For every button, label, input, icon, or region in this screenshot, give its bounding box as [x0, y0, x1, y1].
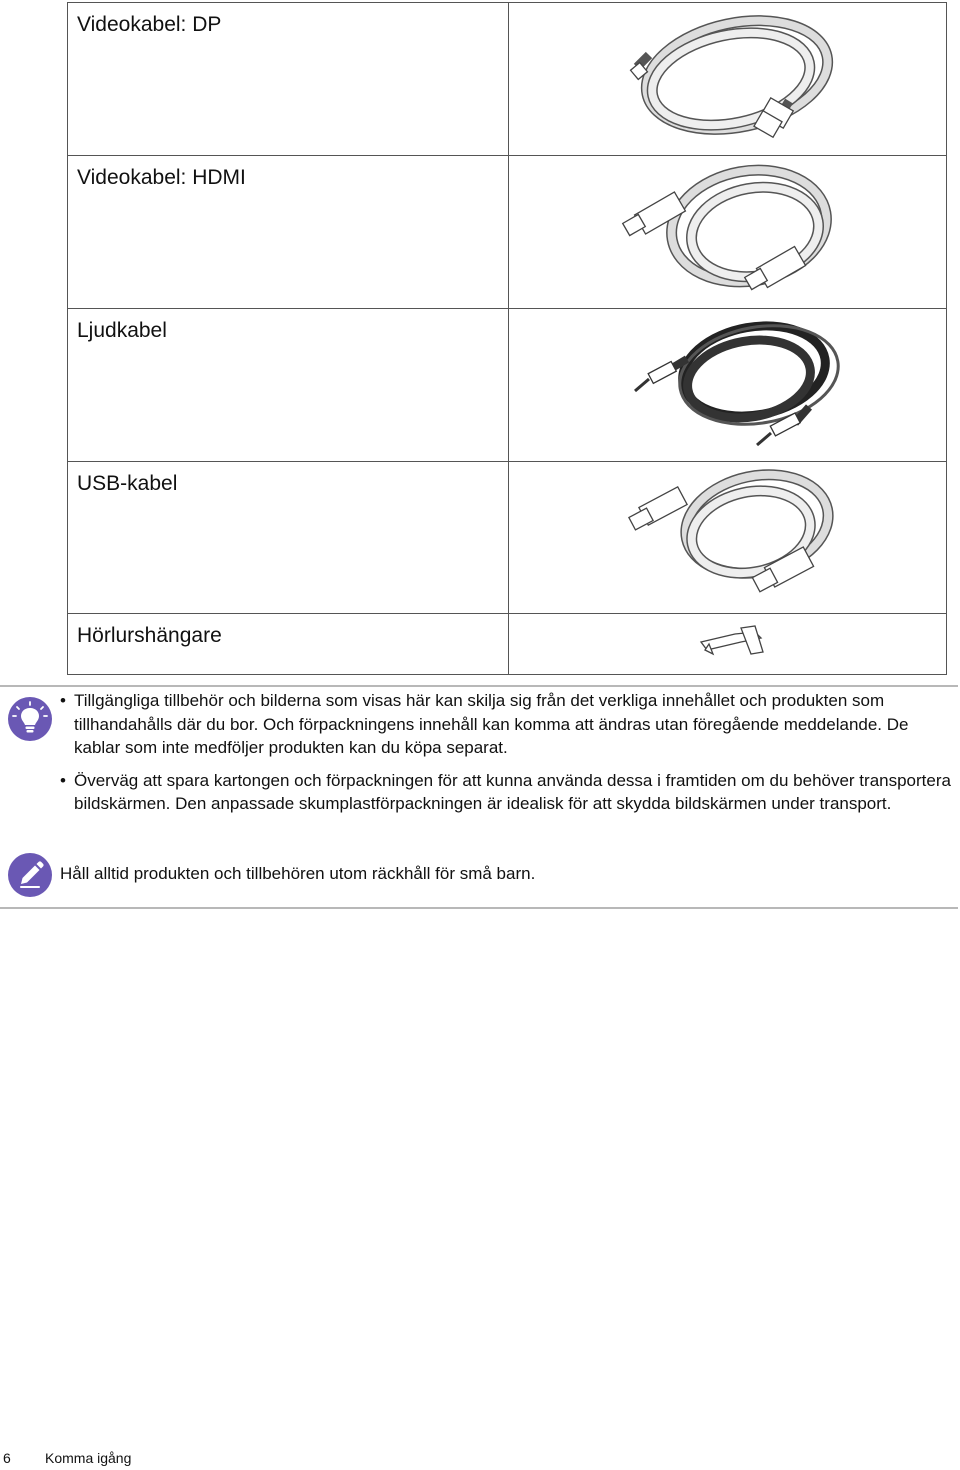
section-divider	[0, 685, 958, 687]
tip-notes	[58, 689, 953, 825]
pencil-icon	[8, 853, 52, 897]
table-row	[68, 462, 947, 614]
item-label: Videokabel: HDMI	[68, 156, 509, 309]
section-divider	[0, 907, 958, 909]
lightbulb-icon	[8, 697, 52, 741]
table-row	[68, 614, 947, 675]
accessories-table	[67, 2, 947, 675]
displayport-cable-image	[509, 3, 947, 156]
item-label: Ljudkabel	[68, 309, 509, 462]
page-number: 6	[3, 1450, 11, 1466]
headphone-hook-image	[509, 614, 947, 675]
list-item: • Överväg att spara kartongen och förpackningen för att kunna använda dessa i framtiden om du behöver transportera bildskärmen. Den anpassade skumplastförpackningen är idealisk för att skydda bildskärmen under transport.	[60, 770, 951, 813]
usb-cable-image	[509, 462, 947, 614]
warning-text: Håll alltid produkten och tillbehören utom räckhåll för små barn.	[60, 864, 536, 883]
table-row	[68, 156, 947, 309]
item-label: Hörlurshängare	[68, 614, 509, 675]
item-label: Videokabel: DP	[68, 3, 509, 156]
hdmi-cable-image	[509, 156, 947, 309]
table-row	[68, 309, 947, 462]
item-label: USB-kabel	[68, 462, 509, 614]
table-row	[68, 3, 947, 156]
audio-cable-image	[509, 309, 947, 462]
section-title: Komma igång	[45, 1450, 132, 1466]
list-item: • Tillgängliga tillbehör och bilderna som visas här kan skilja sig från det verkliga innehållet och produkten som tillhandahålls där du bor. Och förpackningens innehåll kan komma att ändras utan föregående meddelande. De kablar som inte medföljer produkten kan du köpa separat.	[60, 691, 909, 757]
